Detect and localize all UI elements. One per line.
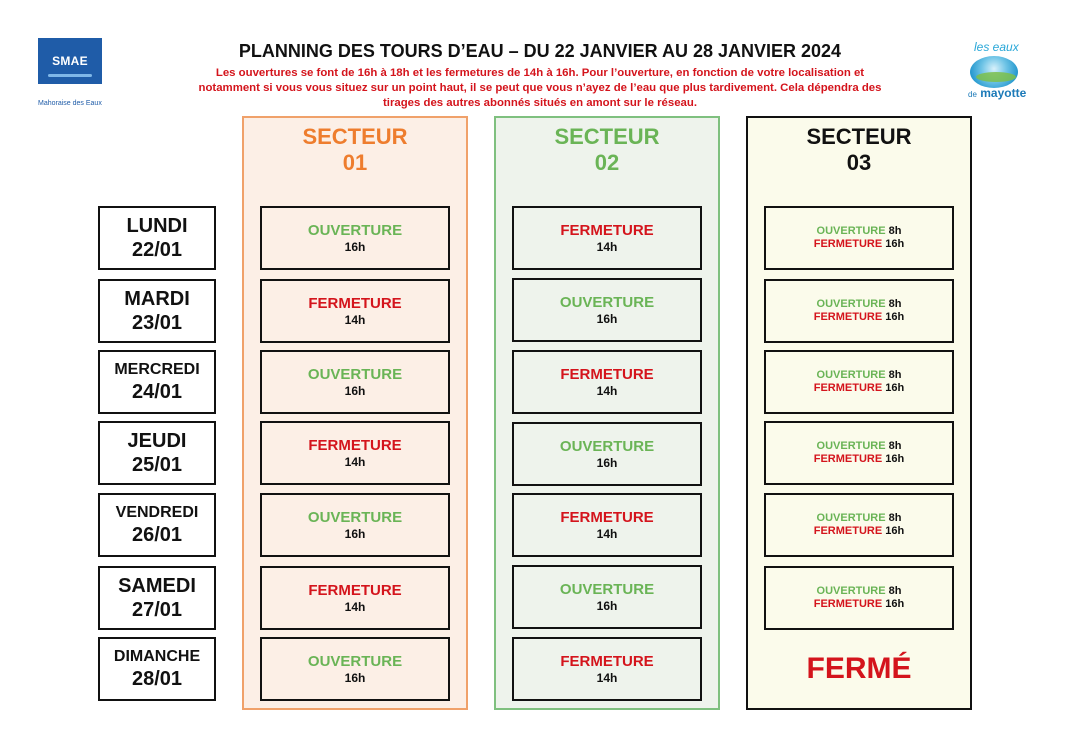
sector2-cell-friday [512,493,702,557]
cell-open-label: OUVERTURE [816,585,886,597]
day-date: 25/01 [131,454,183,476]
sector-header [244,124,466,176]
sector2-cell-wednesday [512,350,702,414]
eaux-logo-top-text: les eaux [974,40,1019,54]
sector-number: 03 [846,150,872,175]
cell-open-label: OUVERTURE [816,225,886,237]
sector1-cell-saturday [260,566,450,630]
cell-close-time: 16h [885,598,905,610]
sector3-cell-friday [764,493,954,557]
cell-time: 16h [344,239,366,254]
cell-time: 14h [596,526,618,541]
day-date: 23/01 [131,312,183,334]
day-name: JEUDI [127,430,187,452]
day-date: 27/01 [131,599,183,621]
cell-open-label: OUVERTURE [816,512,886,524]
cell-status: FERMETURE [308,581,402,599]
cell-time: 16h [344,526,366,541]
eaux-logo-name: mayotte [980,86,1027,100]
cell-time: 14h [344,599,366,614]
cell-open-line [766,298,952,311]
cell-status: FERMETURE [560,508,654,526]
cell-close-line [766,598,952,611]
eaux-logo-bottom-text [968,86,1026,100]
sector-header [496,124,718,176]
sector-label: SECTEUR [554,124,660,149]
day-label-saturday [98,566,216,630]
day-date: 22/01 [131,239,183,261]
schedule-notice [140,66,940,111]
cell-open-line [766,512,952,525]
wave-icon [48,74,92,77]
cell-close-line [766,453,952,466]
cell-open-time: 8h [888,225,902,237]
cell-time: 14h [596,383,618,398]
sector3-cell-monday [764,206,954,270]
cell-close-label: FERMETURE [813,598,883,610]
cell-close-line [766,525,952,538]
cell-status: OUVERTURE [307,221,403,239]
cell-status: OUVERTURE [559,293,655,311]
cell-time: 14h [596,670,618,685]
page-title: PLANNING DES TOURS D’EAU – DU 22 JANVIER AU 28 JANVIER 2024 [238,41,842,61]
notice-line: Les ouvertures se font de 16h à 18h et les fermetures de 14h à 16h. Pour l’ouverture, en fonction de votre localisation et [215,67,865,79]
sector1-cell-wednesday [260,350,450,414]
sector-label: SECTEUR [302,124,408,149]
day-label-thursday [98,421,216,485]
cell-open-label: OUVERTURE [816,369,886,381]
smae-logo-box [38,38,102,84]
eaux-de-mayotte-logo [958,38,1034,104]
cell-close-line [766,238,952,251]
sector3-cell-sunday [764,637,954,701]
day-date: 28/01 [131,668,183,690]
sector3-cell-tuesday [764,279,954,343]
sector1-cell-monday [260,206,450,270]
cell-status: FERMETURE [560,221,654,239]
cell-close-time: 16h [885,453,905,465]
cell-open-time: 8h [888,298,902,310]
day-label-wednesday [98,350,216,414]
cell-open-line [766,225,952,238]
day-name: DIMANCHE [113,648,201,665]
cell-time: 16h [596,598,618,613]
day-name: LUNDI [126,215,188,237]
day-name: VENDREDI [115,504,199,521]
cell-open-line [766,369,952,382]
cell-open-label: OUVERTURE [816,298,886,310]
cell-close-time: 16h [885,382,905,394]
day-label-monday [98,206,216,270]
cell-close-line [766,382,952,395]
cell-time: 14h [344,312,366,327]
smae-logo-subtitle: Mahoraise des Eaux [38,100,102,107]
sector2-cell-tuesday [512,278,702,342]
sector1-cell-tuesday [260,279,450,343]
closed-label: FERMÉ [806,652,912,685]
cell-time: 16h [596,311,618,326]
cell-open-time: 8h [888,585,902,597]
sector-header [748,124,970,176]
smae-logo-text: SMAE [52,54,88,68]
cell-status: OUVERTURE [559,580,655,598]
day-name: MERCREDI [114,361,200,378]
notice-line: notamment si vous vous situez sur un point haut, il se peut que vous n’ayez de l’eau que plus tardivement. Cela dépendra des [198,82,882,94]
sector2-cell-saturday [512,565,702,629]
cell-time: 14h [344,454,366,469]
cell-status: FERMETURE [308,436,402,454]
day-label-friday [98,493,216,557]
cell-close-label: FERMETURE [813,453,883,465]
cell-open-time: 8h [888,440,902,452]
sector-number: 01 [342,150,368,175]
cell-close-time: 16h [885,238,905,250]
cell-close-line [766,311,952,324]
cell-open-line [766,440,952,453]
cell-status: FERMETURE [560,652,654,670]
cell-status: FERMETURE [308,294,402,312]
sector2-cell-thursday [512,422,702,486]
cell-time: 16h [596,455,618,470]
sector-number: 02 [594,150,620,175]
cell-close-label: FERMETURE [813,382,883,394]
cell-status: FERMETURE [560,365,654,383]
day-name: SAMEDI [118,575,196,597]
cell-status: OUVERTURE [307,365,403,383]
sector3-cell-thursday [764,421,954,485]
sector2-cell-monday [512,206,702,270]
cell-open-label: OUVERTURE [816,440,886,452]
sector1-cell-friday [260,493,450,557]
day-label-sunday [98,637,216,701]
sector3-cell-saturday [764,566,954,630]
day-name: MARDI [124,288,190,310]
notice-line: tirages des autres abonnés situés en amont sur le réseau. [383,97,697,109]
cell-status: OUVERTURE [307,508,403,526]
sector-label: SECTEUR [806,124,912,149]
cell-open-time: 8h [888,512,902,524]
sector1-cell-sunday [260,637,450,701]
cell-status: OUVERTURE [559,437,655,455]
sector1-cell-thursday [260,421,450,485]
cell-close-label: FERMETURE [813,525,883,537]
cell-close-time: 16h [885,311,905,323]
sector3-cell-wednesday [764,350,954,414]
cell-open-time: 8h [888,369,902,381]
cell-status: OUVERTURE [307,652,403,670]
sector2-cell-sunday [512,637,702,701]
cell-close-time: 16h [885,525,905,537]
day-date: 26/01 [131,524,183,546]
cell-close-label: FERMETURE [813,311,883,323]
cell-time: 16h [344,383,366,398]
smae-logo [38,38,106,114]
day-label-tuesday [98,279,216,343]
cell-open-line [766,585,952,598]
day-date: 24/01 [131,381,183,403]
leaf-icon [976,72,1016,82]
cell-close-label: FERMETURE [813,238,883,250]
cell-time: 16h [344,670,366,685]
cell-time: 14h [596,239,618,254]
eaux-logo-prefix: de [968,90,977,99]
